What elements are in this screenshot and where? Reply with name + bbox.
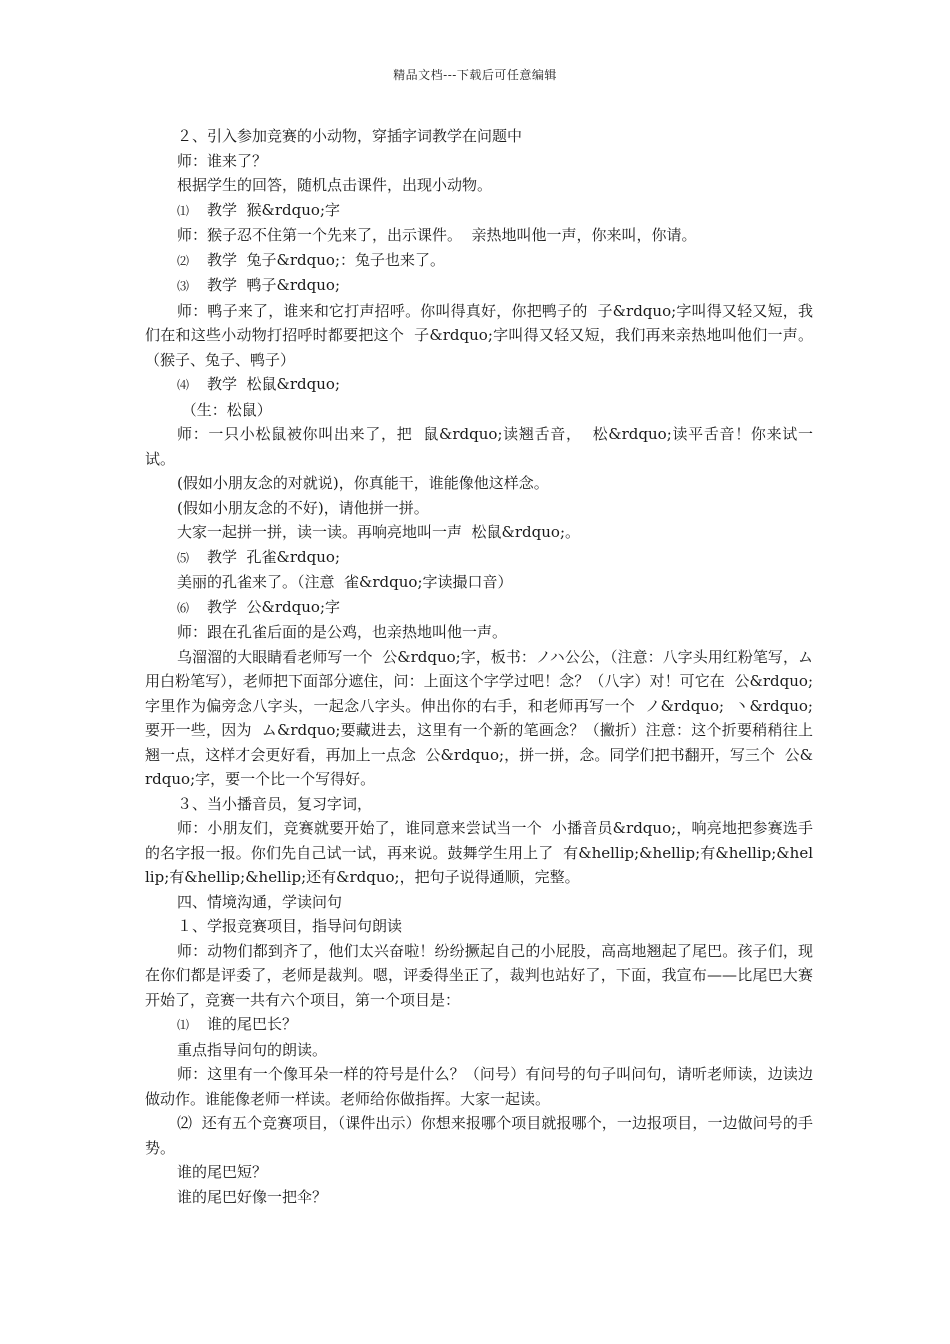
- numbered-item: [145, 248, 813, 274]
- numbered-item: [145, 273, 813, 299]
- item-number: ⑸: [177, 550, 190, 565]
- item-number: ⑴: [177, 203, 190, 218]
- item-text: 教学 孔雀&rdquo;: [207, 547, 341, 566]
- numbered-item: [145, 1012, 813, 1038]
- text-line: 师：跟在孔雀后面的是公鸡，也亲热地叫他一声。: [177, 623, 508, 641]
- item-text: 教学 猴&rdquo;字: [207, 200, 341, 219]
- text-line: （生：松鼠）: [177, 400, 272, 419]
- text-line: 根据学生的回答，随机点击课件，出现小动物。: [177, 176, 493, 194]
- text-line: 师：猴子忍不住第一个先来了，出示课件。 亲热地叫他一声，你来叫，你请。: [177, 226, 697, 244]
- item-text: 教学 公&rdquo;字: [207, 597, 341, 616]
- paragraph: 乌溜溜的大眼睛看老师写一个 公&rdquo;字，板书：ノハ公公，（注意：八字头用红粉笔写，ム用白粉笔写），老师把下面部分遮住，问：上面这个字学过吧！念？（八字）对！可它在 公&rdquo;字里作为偏旁念八字头，一起念八字头。伸出你的右手，和老师再写一个 ノ&rdquo; 丶&rdquo;要开一些，因为 ム&rdquo;要藏进去，这里有一个新的笔画念？（撇折）注意：这个折要稍稍往上翘一点，这样才会更好看，再加上一点念 公&rdquo;，拼一拼，念。同学们把书翻开，写三个 公&rdquo;字，要一个比一个写得好。: [145, 647, 813, 788]
- item-number: ⑹: [177, 600, 190, 615]
- paragraph: ⑵ 还有五个竞赛项目，（课件出示）你想来报哪个项目就报哪个，一边报项目，一边做问号的手势。: [145, 1114, 813, 1157]
- text-line: 谁的尾巴好像一把伞？: [177, 1187, 328, 1206]
- numbered-item: [145, 198, 813, 224]
- paragraph: 师：动物们都到齐了，他们太兴奋啦！纷纷撅起自己的小屁股，高高地翘起了尾巴。孩子们，现在你们都是评委了，老师是裁判。嗯，评委得坐正了，裁判也站好了，下面，我宣布——比尾巴大赛开始了，竞赛一共有六个项目，第一个项目是：: [145, 941, 813, 1009]
- text-line: 师：谁来了？: [177, 151, 268, 170]
- text-line: ２、引入参加竞赛的小动物，穿插字词教学在问题中: [177, 127, 523, 145]
- text-line: ３、当小播音员，复习字词，: [177, 794, 373, 813]
- text-line: 大家一起拼一拼，读一读。再响亮地叫一声 松鼠&rdquo;。: [177, 523, 581, 541]
- numbered-item: [145, 595, 813, 621]
- document-body: [145, 124, 813, 1209]
- numbered-item: [145, 372, 813, 398]
- item-text: 谁的尾巴长？: [207, 1015, 298, 1033]
- paragraph: 师：这里有一个像耳朵一样的符号是什么？（问号）有问号的句子叫问句，请听老师读，边读边做动作。谁能像老师一样读。老师给你做指挥。大家一起读。: [145, 1065, 813, 1108]
- item-number: ⑵: [177, 253, 190, 268]
- text-line: (假如小朋友念的对就说)，你真能干，谁能像他这样念。: [177, 474, 549, 492]
- page-header: 精品文档---下载后可任意编辑: [393, 68, 557, 82]
- paragraph: 师：一只小松鼠被你叫出来了，把 鼠&rdquo;读翘舌音， 松&rdquo;读平舌音！你来试一试。: [145, 425, 813, 468]
- item-number: ⑶: [177, 279, 190, 293]
- item-text: 教学 鸭子&rdquo;: [207, 276, 341, 294]
- item-number: ⑴: [177, 1018, 190, 1032]
- text-line: (假如小朋友念的不好)，请他拼一拼。: [177, 498, 429, 517]
- text-line: 谁的尾巴短？: [177, 1163, 268, 1181]
- text-line: 美丽的孔雀来了。（注意 雀&rdquo;字读撮口音）: [177, 573, 513, 591]
- text-line: １、学报竞赛项目，指导问句朗读: [177, 917, 403, 935]
- text-line: 四、情境沟通，学读问句: [177, 892, 343, 911]
- item-number: ⑷: [177, 378, 190, 392]
- paragraph: 师：小朋友们，竞赛就要开始了，谁同意来尝试当一个 小播音员&rdquo;，响亮地把参赛选手的名字报一报。你们先自己试一试，再来说。鼓舞学生用上了 有&hellip;&hellip;有&hellip;&hellip;有&hellip;&hellip;还有&rdquo;，把句子说得通顺，完整。: [145, 819, 813, 886]
- numbered-item: [145, 545, 813, 571]
- item-text: 教学 松鼠&rdquo;: [207, 375, 341, 393]
- text-line: 重点指导问句的朗读。: [177, 1040, 328, 1059]
- item-text: 教学 兔子&rdquo;：兔子也来了。: [207, 250, 446, 269]
- paragraph: 师：鸭子来了，谁来和它打声招呼。你叫得真好，你把鸭子的 子&rdquo;字叫得又轻又短，我们在和这些小动物打招呼时都要把这个 子&rdquo;字叫得又轻又短，我们再来亲热地叫他们一声。（猴子、兔子、鸭子）: [145, 301, 813, 369]
